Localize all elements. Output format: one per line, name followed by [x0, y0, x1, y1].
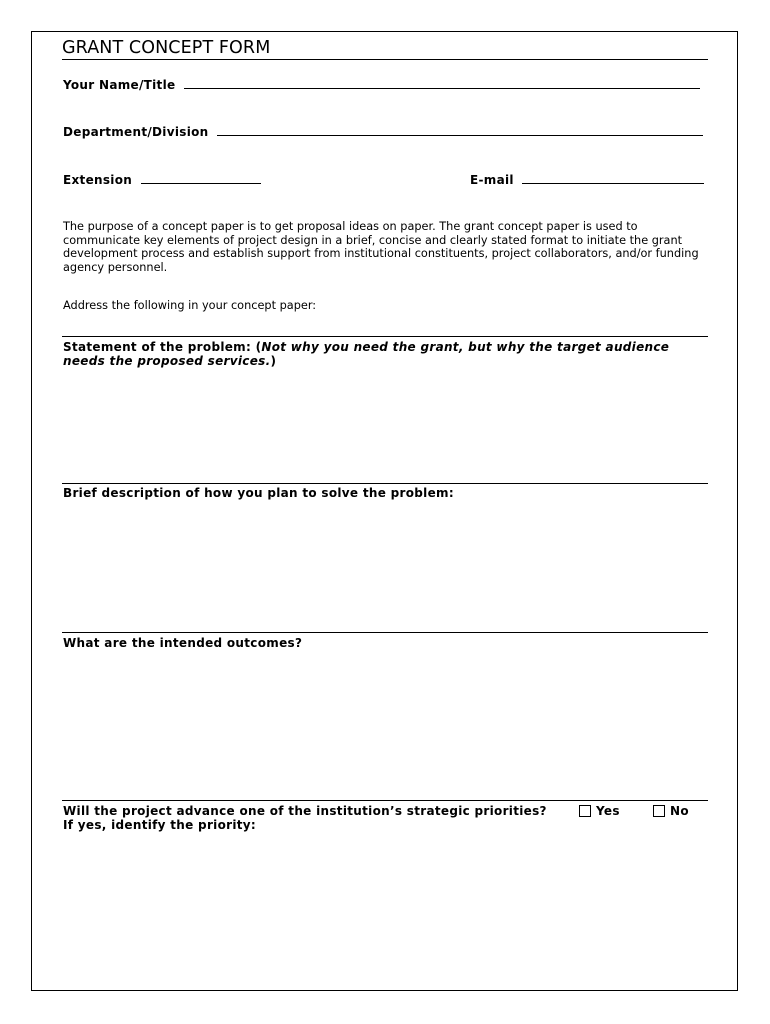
yes-option[interactable] [579, 804, 620, 818]
department-input[interactable] [217, 125, 703, 136]
divider-outcomes [62, 632, 708, 633]
outcomes-answer-area[interactable] [62, 654, 708, 796]
divider-problem [62, 336, 708, 337]
extension-input[interactable] [141, 173, 261, 184]
problem-note: Not why you need the grant, but why the target audience needs the proposed services. [63, 340, 670, 368]
problem-label: Statement of the problem: [63, 340, 252, 354]
priority-answer-area[interactable] [62, 840, 708, 980]
problem-heading: Statement of the problem: (Not why you need the grant, but why the target audience needs the proposed services.) [63, 340, 670, 368]
intro-paragraph: The purpose of a concept paper is to get proposal ideas on paper. The grant concept paper is used to communicate key elements of project design in a brief, concise and clearly stated format to initiate the grant development process and establish support from institutional constituents, project collaborators, and/or funding agency personnel. [63, 220, 699, 274]
email-input[interactable] [522, 173, 704, 184]
priority-followup: If yes, identify the priority: [63, 818, 257, 832]
yes-label: Yes [596, 804, 620, 818]
no-label: No [670, 804, 689, 818]
department-label: Department/Division [63, 125, 209, 139]
extension-row [63, 173, 261, 187]
address-prompt: Address the following in your concept paper: [63, 299, 317, 312]
name-title-input[interactable] [184, 78, 700, 89]
no-checkbox[interactable] [653, 805, 665, 817]
email-label: E-mail [470, 173, 514, 187]
extension-label: Extension [63, 173, 133, 187]
outcomes-heading: What are the intended outcomes? [63, 636, 303, 650]
priority-question: Will the project advance one of the institution’s strategic priorities? [63, 804, 547, 818]
name-title-row [63, 78, 700, 92]
yes-checkbox[interactable] [579, 805, 591, 817]
name-title-label: Your Name/Title [63, 78, 176, 92]
divider-solution [62, 483, 708, 484]
no-option[interactable] [653, 804, 689, 818]
priority-heading [63, 804, 563, 832]
form-title: GRANT CONCEPT FORM [62, 38, 708, 60]
solution-answer-area[interactable] [62, 504, 708, 628]
email-row [470, 173, 704, 187]
department-row [63, 125, 703, 139]
divider-priority [62, 800, 708, 801]
problem-answer-area[interactable] [62, 372, 708, 480]
solution-heading: Brief description of how you plan to solve the problem: [63, 486, 454, 500]
